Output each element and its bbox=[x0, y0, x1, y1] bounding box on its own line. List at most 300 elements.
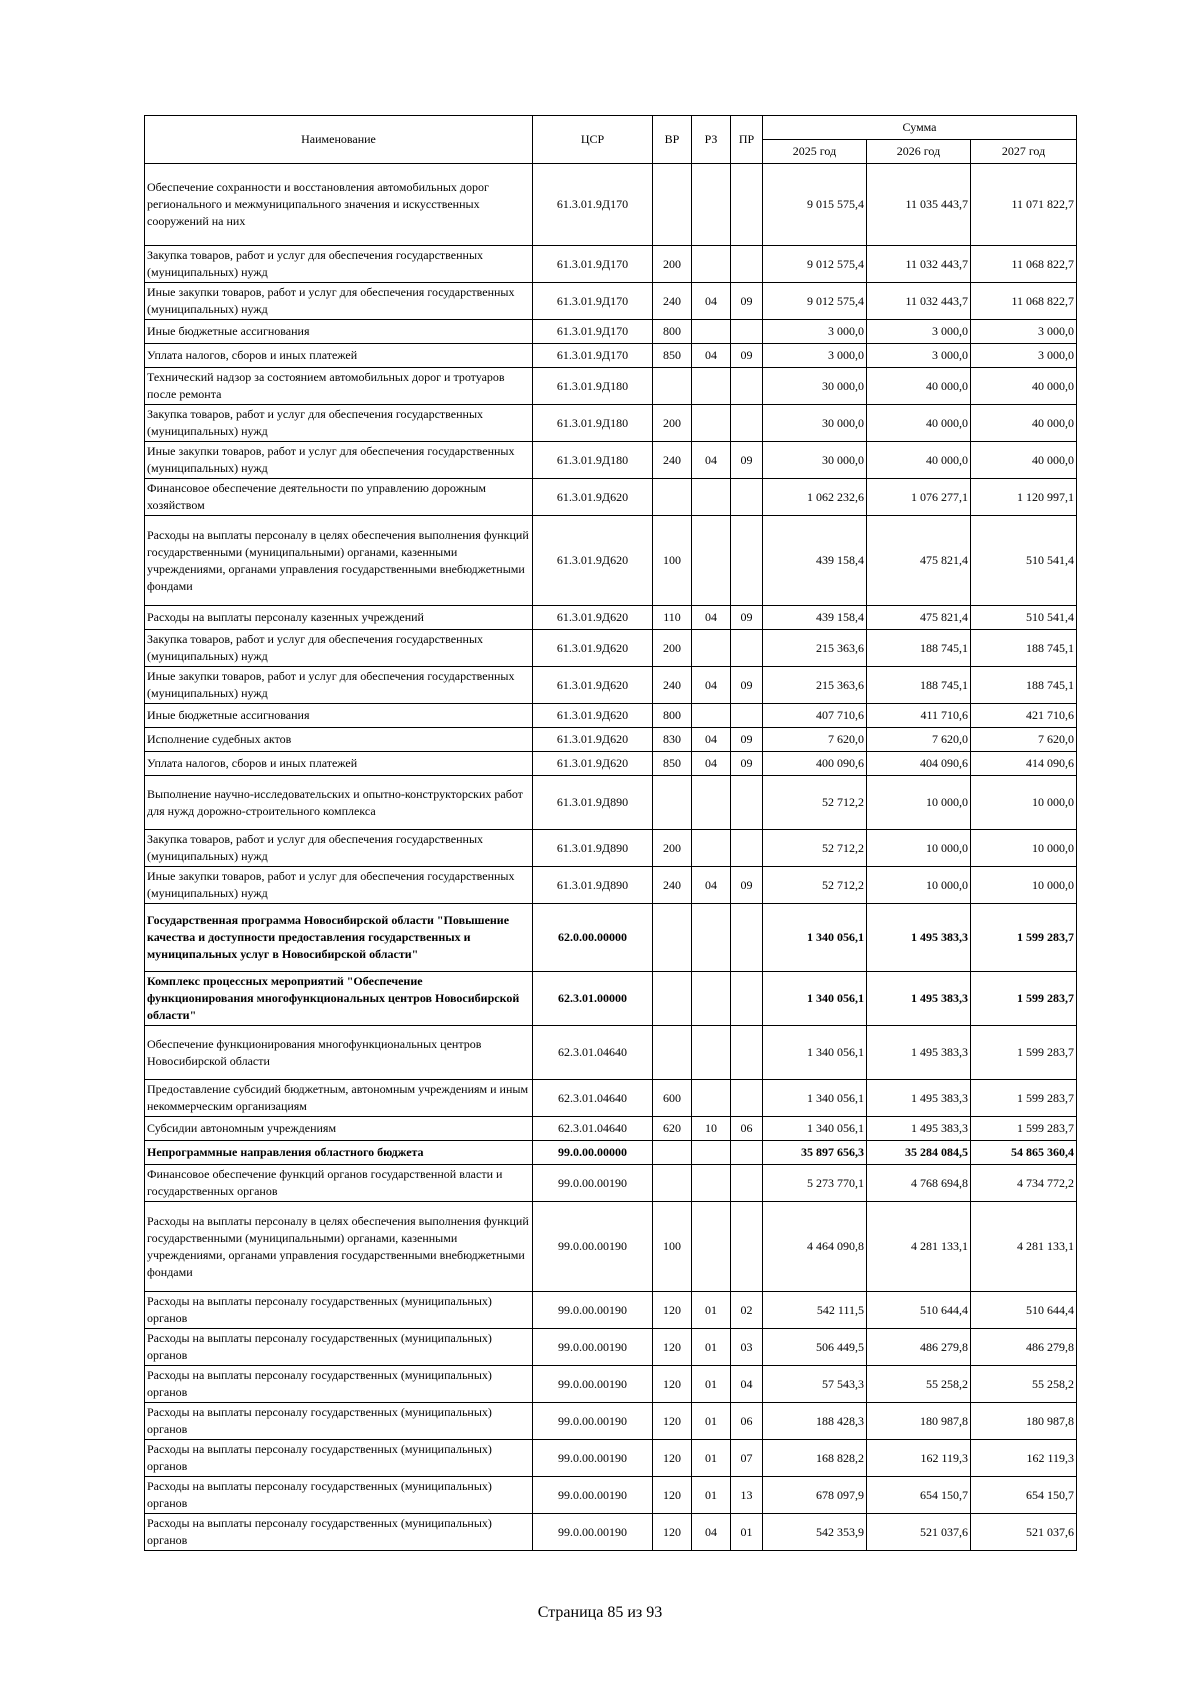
cell-y2027: 54 865 360,4 bbox=[971, 1141, 1077, 1165]
table-row bbox=[145, 320, 1077, 344]
cell-rz bbox=[692, 1202, 731, 1292]
cell-vr: 120 bbox=[653, 1403, 692, 1440]
cell-name: Расходы на выплаты персоналу государственных (муниципальных) органов bbox=[145, 1477, 533, 1514]
cell-vr bbox=[653, 776, 692, 830]
cell-csr: 61.3.01.9Д620 bbox=[533, 606, 653, 630]
cell-pr: 01 bbox=[731, 1514, 763, 1551]
cell-rz: 04 bbox=[692, 867, 731, 904]
cell-y2026: 1 076 277,1 bbox=[867, 479, 971, 516]
table-row bbox=[145, 368, 1077, 405]
cell-rz bbox=[692, 1165, 731, 1202]
cell-csr: 61.3.01.9Д180 bbox=[533, 442, 653, 479]
cell-csr: 61.3.01.9Д620 bbox=[533, 630, 653, 667]
table-row bbox=[145, 1292, 1077, 1329]
cell-pr: 09 bbox=[731, 442, 763, 479]
cell-y2025: 1 340 056,1 bbox=[763, 1026, 867, 1080]
cell-csr: 99.0.00.00190 bbox=[533, 1329, 653, 1366]
cell-rz bbox=[692, 1141, 731, 1165]
cell-y2025: 52 712,2 bbox=[763, 830, 867, 867]
cell-csr: 99.0.00.00190 bbox=[533, 1440, 653, 1477]
cell-y2026: 411 710,6 bbox=[867, 704, 971, 728]
cell-name: Обеспечение сохранности и восстановления автомобильных дорог регионального и межмуниципального значения и искусственных сооружений на них bbox=[145, 164, 533, 246]
cell-csr: 61.3.01.9Д180 bbox=[533, 368, 653, 405]
cell-vr: 240 bbox=[653, 667, 692, 704]
cell-pr bbox=[731, 630, 763, 667]
cell-rz bbox=[692, 1026, 731, 1080]
cell-vr: 200 bbox=[653, 830, 692, 867]
cell-csr: 61.3.01.9Д170 bbox=[533, 246, 653, 283]
cell-y2027: 521 037,6 bbox=[971, 1514, 1077, 1551]
cell-rz: 01 bbox=[692, 1477, 731, 1514]
cell-pr bbox=[731, 516, 763, 606]
table-row bbox=[145, 1440, 1077, 1477]
cell-y2025: 542 111,5 bbox=[763, 1292, 867, 1329]
cell-name: Расходы на выплаты персоналу государственных (муниципальных) органов bbox=[145, 1292, 533, 1329]
cell-vr: 100 bbox=[653, 516, 692, 606]
table-row bbox=[145, 728, 1077, 752]
cell-vr: 120 bbox=[653, 1329, 692, 1366]
cell-name: Выполнение научно-исследовательских и опытно-конструкторских работ для нужд дорожно-строительного комплекса bbox=[145, 776, 533, 830]
cell-vr: 830 bbox=[653, 728, 692, 752]
cell-csr: 62.3.01.04640 bbox=[533, 1026, 653, 1080]
cell-csr: 61.3.01.9Д170 bbox=[533, 164, 653, 246]
cell-y2025: 52 712,2 bbox=[763, 867, 867, 904]
cell-pr bbox=[731, 164, 763, 246]
table-row bbox=[145, 867, 1077, 904]
cell-y2026: 654 150,7 bbox=[867, 1477, 971, 1514]
cell-csr: 61.3.01.9Д170 bbox=[533, 320, 653, 344]
cell-rz: 04 bbox=[692, 283, 731, 320]
cell-name: Закупка товаров, работ и услуг для обеспечения государственных (муниципальных) нужд bbox=[145, 405, 533, 442]
cell-y2026: 521 037,6 bbox=[867, 1514, 971, 1551]
table-row bbox=[145, 667, 1077, 704]
cell-rz bbox=[692, 368, 731, 405]
cell-y2027: 4 281 133,1 bbox=[971, 1202, 1077, 1292]
cell-pr: 06 bbox=[731, 1117, 763, 1141]
cell-csr: 61.3.01.9Д620 bbox=[533, 516, 653, 606]
cell-vr: 600 bbox=[653, 1080, 692, 1117]
cell-y2025: 9 015 575,4 bbox=[763, 164, 867, 246]
header-pr: ПР bbox=[731, 116, 763, 164]
cell-pr bbox=[731, 704, 763, 728]
cell-pr bbox=[731, 320, 763, 344]
table-row bbox=[145, 776, 1077, 830]
cell-name: Закупка товаров, работ и услуг для обеспечения государственных (муниципальных) нужд bbox=[145, 830, 533, 867]
cell-rz bbox=[692, 972, 731, 1026]
cell-name: Технический надзор за состоянием автомобильных дорог и тротуаров после ремонта bbox=[145, 368, 533, 405]
cell-csr: 61.3.01.9Д620 bbox=[533, 752, 653, 776]
cell-y2025: 30 000,0 bbox=[763, 442, 867, 479]
cell-name: Расходы на выплаты персоналу государственных (муниципальных) органов bbox=[145, 1403, 533, 1440]
cell-pr bbox=[731, 972, 763, 1026]
cell-y2025: 168 828,2 bbox=[763, 1440, 867, 1477]
cell-y2027: 180 987,8 bbox=[971, 1403, 1077, 1440]
cell-y2025: 3 000,0 bbox=[763, 320, 867, 344]
cell-csr: 99.0.00.00190 bbox=[533, 1366, 653, 1403]
cell-pr bbox=[731, 904, 763, 972]
cell-y2025: 407 710,6 bbox=[763, 704, 867, 728]
cell-y2027: 3 000,0 bbox=[971, 344, 1077, 368]
table-row bbox=[145, 1329, 1077, 1366]
cell-csr: 61.3.01.9Д620 bbox=[533, 479, 653, 516]
header-vr: ВР bbox=[653, 116, 692, 164]
cell-rz: 01 bbox=[692, 1440, 731, 1477]
table-row bbox=[145, 1026, 1077, 1080]
cell-y2026: 40 000,0 bbox=[867, 442, 971, 479]
cell-rz: 01 bbox=[692, 1329, 731, 1366]
cell-vr: 240 bbox=[653, 283, 692, 320]
table-row bbox=[145, 442, 1077, 479]
cell-pr: 09 bbox=[731, 283, 763, 320]
cell-y2025: 1 062 232,6 bbox=[763, 479, 867, 516]
cell-y2025: 400 090,6 bbox=[763, 752, 867, 776]
cell-y2027: 654 150,7 bbox=[971, 1477, 1077, 1514]
cell-y2026: 4 768 694,8 bbox=[867, 1165, 971, 1202]
budget-table bbox=[144, 115, 1077, 1551]
cell-rz: 04 bbox=[692, 728, 731, 752]
table-row bbox=[145, 630, 1077, 667]
table-row bbox=[145, 704, 1077, 728]
cell-y2027: 10 000,0 bbox=[971, 776, 1077, 830]
cell-csr: 61.3.01.9Д170 bbox=[533, 283, 653, 320]
cell-y2025: 7 620,0 bbox=[763, 728, 867, 752]
cell-rz: 04 bbox=[692, 442, 731, 479]
cell-y2027: 10 000,0 bbox=[971, 867, 1077, 904]
cell-pr bbox=[731, 1165, 763, 1202]
cell-rz bbox=[692, 776, 731, 830]
cell-y2026: 1 495 383,3 bbox=[867, 972, 971, 1026]
cell-name: Финансовое обеспечение функций органов государственной власти и государственных органов bbox=[145, 1165, 533, 1202]
cell-vr: 850 bbox=[653, 752, 692, 776]
cell-y2027: 188 745,1 bbox=[971, 667, 1077, 704]
cell-y2026: 188 745,1 bbox=[867, 667, 971, 704]
cell-y2025: 57 543,3 bbox=[763, 1366, 867, 1403]
cell-y2026: 11 032 443,7 bbox=[867, 246, 971, 283]
cell-name: Закупка товаров, работ и услуг для обеспечения государственных (муниципальных) нужд bbox=[145, 630, 533, 667]
cell-y2026: 1 495 383,3 bbox=[867, 1026, 971, 1080]
cell-pr bbox=[731, 776, 763, 830]
cell-vr: 120 bbox=[653, 1514, 692, 1551]
cell-name: Финансовое обеспечение деятельности по управлению дорожным хозяйством bbox=[145, 479, 533, 516]
cell-pr: 02 bbox=[731, 1292, 763, 1329]
cell-y2025: 9 012 575,4 bbox=[763, 246, 867, 283]
cell-vr: 850 bbox=[653, 344, 692, 368]
table-row bbox=[145, 1403, 1077, 1440]
cell-y2026: 486 279,8 bbox=[867, 1329, 971, 1366]
cell-csr: 62.3.01.00000 bbox=[533, 972, 653, 1026]
cell-rz bbox=[692, 246, 731, 283]
cell-y2025: 52 712,2 bbox=[763, 776, 867, 830]
cell-y2027: 1 120 997,1 bbox=[971, 479, 1077, 516]
cell-y2025: 678 097,9 bbox=[763, 1477, 867, 1514]
cell-rz: 04 bbox=[692, 344, 731, 368]
table-row bbox=[145, 283, 1077, 320]
cell-csr: 62.3.01.04640 bbox=[533, 1080, 653, 1117]
cell-y2025: 3 000,0 bbox=[763, 344, 867, 368]
cell-y2026: 475 821,4 bbox=[867, 606, 971, 630]
cell-csr: 99.0.00.00190 bbox=[533, 1292, 653, 1329]
cell-y2025: 9 012 575,4 bbox=[763, 283, 867, 320]
cell-y2027: 510 541,4 bbox=[971, 606, 1077, 630]
cell-name: Иные закупки товаров, работ и услуг для обеспечения государственных (муниципальных) нужд bbox=[145, 667, 533, 704]
cell-y2025: 506 449,5 bbox=[763, 1329, 867, 1366]
cell-pr: 03 bbox=[731, 1329, 763, 1366]
cell-y2026: 162 119,3 bbox=[867, 1440, 971, 1477]
cell-y2025: 1 340 056,1 bbox=[763, 904, 867, 972]
cell-y2026: 180 987,8 bbox=[867, 1403, 971, 1440]
header-2025: 2025 год bbox=[763, 140, 867, 164]
cell-vr: 800 bbox=[653, 320, 692, 344]
table-row bbox=[145, 479, 1077, 516]
header-sum: Сумма bbox=[763, 116, 1077, 140]
cell-name: Иные закупки товаров, работ и услуг для обеспечения государственных (муниципальных) нужд bbox=[145, 283, 533, 320]
table-row bbox=[145, 972, 1077, 1026]
cell-y2026: 510 644,4 bbox=[867, 1292, 971, 1329]
cell-y2027: 1 599 283,7 bbox=[971, 972, 1077, 1026]
cell-y2027: 3 000,0 bbox=[971, 320, 1077, 344]
cell-y2026: 188 745,1 bbox=[867, 630, 971, 667]
cell-y2025: 542 353,9 bbox=[763, 1514, 867, 1551]
cell-pr bbox=[731, 1202, 763, 1292]
cell-pr bbox=[731, 1026, 763, 1080]
cell-name: Государственная программа Новосибирской области "Повышение качества и доступности предоставления государственных и муниципальных услуг в Новосибирской области" bbox=[145, 904, 533, 972]
cell-pr: 13 bbox=[731, 1477, 763, 1514]
table-row bbox=[145, 1165, 1077, 1202]
cell-pr bbox=[731, 405, 763, 442]
cell-rz bbox=[692, 405, 731, 442]
cell-pr: 06 bbox=[731, 1403, 763, 1440]
cell-pr: 07 bbox=[731, 1440, 763, 1477]
table-row bbox=[145, 606, 1077, 630]
cell-pr bbox=[731, 1080, 763, 1117]
cell-csr: 99.0.00.00190 bbox=[533, 1477, 653, 1514]
cell-rz bbox=[692, 320, 731, 344]
cell-rz bbox=[692, 479, 731, 516]
table-row bbox=[145, 1477, 1077, 1514]
cell-csr: 61.3.01.9Д180 bbox=[533, 405, 653, 442]
cell-name: Расходы на выплаты персоналу в целях обеспечения выполнения функций государственными (муниципальными) органами, казенными учреждениями, органами управления государственными внебюджетными фондами bbox=[145, 516, 533, 606]
cell-name: Расходы на выплаты персоналу государственных (муниципальных) органов bbox=[145, 1514, 533, 1551]
cell-vr: 240 bbox=[653, 867, 692, 904]
header-csr: ЦСР bbox=[533, 116, 653, 164]
header-rz: РЗ bbox=[692, 116, 731, 164]
cell-vr: 200 bbox=[653, 405, 692, 442]
cell-y2027: 40 000,0 bbox=[971, 442, 1077, 479]
cell-vr bbox=[653, 1165, 692, 1202]
cell-rz: 04 bbox=[692, 1514, 731, 1551]
cell-csr: 61.3.01.9Д890 bbox=[533, 867, 653, 904]
cell-y2027: 7 620,0 bbox=[971, 728, 1077, 752]
cell-y2026: 40 000,0 bbox=[867, 368, 971, 405]
cell-y2027: 1 599 283,7 bbox=[971, 1026, 1077, 1080]
cell-vr: 120 bbox=[653, 1440, 692, 1477]
cell-name: Расходы на выплаты персоналу в целях обеспечения выполнения функций государственными (муниципальными) органами, казенными учреждениями, органами управления государственными внебюджетными фондами bbox=[145, 1202, 533, 1292]
cell-pr: 09 bbox=[731, 344, 763, 368]
cell-csr: 61.3.01.9Д620 bbox=[533, 728, 653, 752]
cell-y2027: 1 599 283,7 bbox=[971, 904, 1077, 972]
table-row bbox=[145, 830, 1077, 867]
cell-vr: 800 bbox=[653, 704, 692, 728]
cell-y2025: 188 428,3 bbox=[763, 1403, 867, 1440]
cell-rz bbox=[692, 1080, 731, 1117]
cell-y2026: 40 000,0 bbox=[867, 405, 971, 442]
cell-csr: 62.3.01.04640 bbox=[533, 1117, 653, 1141]
cell-y2026: 1 495 383,3 bbox=[867, 1117, 971, 1141]
cell-vr bbox=[653, 164, 692, 246]
cell-pr: 09 bbox=[731, 867, 763, 904]
cell-y2026: 1 495 383,3 bbox=[867, 1080, 971, 1117]
cell-y2026: 3 000,0 bbox=[867, 344, 971, 368]
cell-y2025: 1 340 056,1 bbox=[763, 1080, 867, 1117]
cell-y2026: 3 000,0 bbox=[867, 320, 971, 344]
cell-y2025: 35 897 656,3 bbox=[763, 1141, 867, 1165]
cell-y2027: 188 745,1 bbox=[971, 630, 1077, 667]
page-number: Страница 85 из 93 bbox=[537, 1604, 663, 1621]
cell-csr: 99.0.00.00190 bbox=[533, 1514, 653, 1551]
table-row bbox=[145, 344, 1077, 368]
cell-name: Субсидии автономным учреждениям bbox=[145, 1117, 533, 1141]
table-row bbox=[145, 405, 1077, 442]
cell-name: Иные закупки товаров, работ и услуг для обеспечения государственных (муниципальных) нужд bbox=[145, 442, 533, 479]
cell-csr: 61.3.01.9Д890 bbox=[533, 776, 653, 830]
cell-y2027: 486 279,8 bbox=[971, 1329, 1077, 1366]
cell-rz: 01 bbox=[692, 1403, 731, 1440]
table-row bbox=[145, 1366, 1077, 1403]
cell-name: Комплекс процессных мероприятий "Обеспечение функционирования многофункциональных центров Новосибирской области" bbox=[145, 972, 533, 1026]
cell-y2025: 5 273 770,1 bbox=[763, 1165, 867, 1202]
cell-rz bbox=[692, 630, 731, 667]
cell-y2027: 40 000,0 bbox=[971, 405, 1077, 442]
cell-y2025: 1 340 056,1 bbox=[763, 1117, 867, 1141]
cell-vr: 120 bbox=[653, 1477, 692, 1514]
cell-y2026: 10 000,0 bbox=[867, 830, 971, 867]
cell-rz bbox=[692, 516, 731, 606]
cell-vr bbox=[653, 368, 692, 405]
cell-y2027: 11 068 822,7 bbox=[971, 246, 1077, 283]
cell-y2025: 439 158,4 bbox=[763, 516, 867, 606]
cell-name: Расходы на выплаты персоналу государственных (муниципальных) органов bbox=[145, 1440, 533, 1477]
cell-y2027: 40 000,0 bbox=[971, 368, 1077, 405]
cell-vr bbox=[653, 479, 692, 516]
cell-y2027: 4 734 772,2 bbox=[971, 1165, 1077, 1202]
cell-rz bbox=[692, 704, 731, 728]
cell-rz: 01 bbox=[692, 1292, 731, 1329]
cell-pr: 09 bbox=[731, 606, 763, 630]
table-row bbox=[145, 1141, 1077, 1165]
cell-rz bbox=[692, 904, 731, 972]
table-row bbox=[145, 516, 1077, 606]
cell-vr bbox=[653, 1141, 692, 1165]
header-2026: 2026 год bbox=[867, 140, 971, 164]
table-row bbox=[145, 904, 1077, 972]
cell-vr: 620 bbox=[653, 1117, 692, 1141]
cell-y2027: 510 541,4 bbox=[971, 516, 1077, 606]
cell-y2027: 162 119,3 bbox=[971, 1440, 1077, 1477]
cell-vr: 100 bbox=[653, 1202, 692, 1292]
cell-rz bbox=[692, 830, 731, 867]
cell-y2026: 10 000,0 bbox=[867, 776, 971, 830]
cell-y2027: 414 090,6 bbox=[971, 752, 1077, 776]
cell-rz: 01 bbox=[692, 1366, 731, 1403]
cell-rz bbox=[692, 164, 731, 246]
cell-csr: 61.3.01.9Д620 bbox=[533, 667, 653, 704]
cell-y2026: 11 032 443,7 bbox=[867, 283, 971, 320]
cell-vr: 240 bbox=[653, 442, 692, 479]
table-row bbox=[145, 164, 1077, 246]
cell-y2026: 10 000,0 bbox=[867, 867, 971, 904]
cell-pr bbox=[731, 1141, 763, 1165]
cell-y2025: 30 000,0 bbox=[763, 405, 867, 442]
cell-y2026: 1 495 383,3 bbox=[867, 904, 971, 972]
cell-name: Уплата налогов, сборов и иных платежей bbox=[145, 344, 533, 368]
cell-y2026: 55 258,2 bbox=[867, 1366, 971, 1403]
cell-y2027: 11 068 822,7 bbox=[971, 283, 1077, 320]
cell-name: Исполнение судебных актов bbox=[145, 728, 533, 752]
cell-rz: 04 bbox=[692, 606, 731, 630]
cell-y2026: 475 821,4 bbox=[867, 516, 971, 606]
table-header bbox=[145, 116, 1077, 164]
cell-y2025: 215 363,6 bbox=[763, 667, 867, 704]
cell-csr: 61.3.01.9Д620 bbox=[533, 704, 653, 728]
cell-y2027: 10 000,0 bbox=[971, 830, 1077, 867]
cell-csr: 61.3.01.9Д890 bbox=[533, 830, 653, 867]
cell-y2027: 510 644,4 bbox=[971, 1292, 1077, 1329]
cell-pr bbox=[731, 830, 763, 867]
table-row bbox=[145, 246, 1077, 283]
cell-name: Обеспечение функционирования многофункциональных центров Новосибирской области bbox=[145, 1026, 533, 1080]
cell-csr: 99.0.00.00190 bbox=[533, 1403, 653, 1440]
cell-rz: 04 bbox=[692, 752, 731, 776]
cell-y2027: 55 258,2 bbox=[971, 1366, 1077, 1403]
cell-csr: 99.0.00.00190 bbox=[533, 1202, 653, 1292]
cell-y2025: 439 158,4 bbox=[763, 606, 867, 630]
cell-csr: 61.3.01.9Д170 bbox=[533, 344, 653, 368]
cell-pr bbox=[731, 479, 763, 516]
cell-pr bbox=[731, 246, 763, 283]
cell-vr bbox=[653, 1026, 692, 1080]
table-row bbox=[145, 1514, 1077, 1551]
cell-rz: 10 bbox=[692, 1117, 731, 1141]
cell-vr bbox=[653, 972, 692, 1026]
cell-y2026: 35 284 084,5 bbox=[867, 1141, 971, 1165]
cell-pr: 09 bbox=[731, 667, 763, 704]
cell-vr: 120 bbox=[653, 1292, 692, 1329]
cell-name: Иные бюджетные ассигнования bbox=[145, 704, 533, 728]
cell-y2025: 1 340 056,1 bbox=[763, 972, 867, 1026]
cell-name: Расходы на выплаты персоналу казенных учреждений bbox=[145, 606, 533, 630]
cell-y2026: 11 035 443,7 bbox=[867, 164, 971, 246]
cell-pr: 04 bbox=[731, 1366, 763, 1403]
cell-y2026: 7 620,0 bbox=[867, 728, 971, 752]
cell-y2027: 421 710,6 bbox=[971, 704, 1077, 728]
cell-y2025: 215 363,6 bbox=[763, 630, 867, 667]
cell-name: Уплата налогов, сборов и иных платежей bbox=[145, 752, 533, 776]
header-2027: 2027 год bbox=[971, 140, 1077, 164]
cell-y2027: 1 599 283,7 bbox=[971, 1080, 1077, 1117]
cell-pr: 09 bbox=[731, 752, 763, 776]
cell-vr: 120 bbox=[653, 1366, 692, 1403]
table-row bbox=[145, 1117, 1077, 1141]
cell-vr bbox=[653, 904, 692, 972]
cell-y2027: 1 599 283,7 bbox=[971, 1117, 1077, 1141]
cell-vr: 200 bbox=[653, 246, 692, 283]
table-body bbox=[145, 164, 1077, 1551]
cell-pr: 09 bbox=[731, 728, 763, 752]
cell-name: Закупка товаров, работ и услуг для обеспечения государственных (муниципальных) нужд bbox=[145, 246, 533, 283]
cell-vr: 200 bbox=[653, 630, 692, 667]
cell-csr: 99.0.00.00190 bbox=[533, 1165, 653, 1202]
cell-name: Расходы на выплаты персоналу государственных (муниципальных) органов bbox=[145, 1329, 533, 1366]
